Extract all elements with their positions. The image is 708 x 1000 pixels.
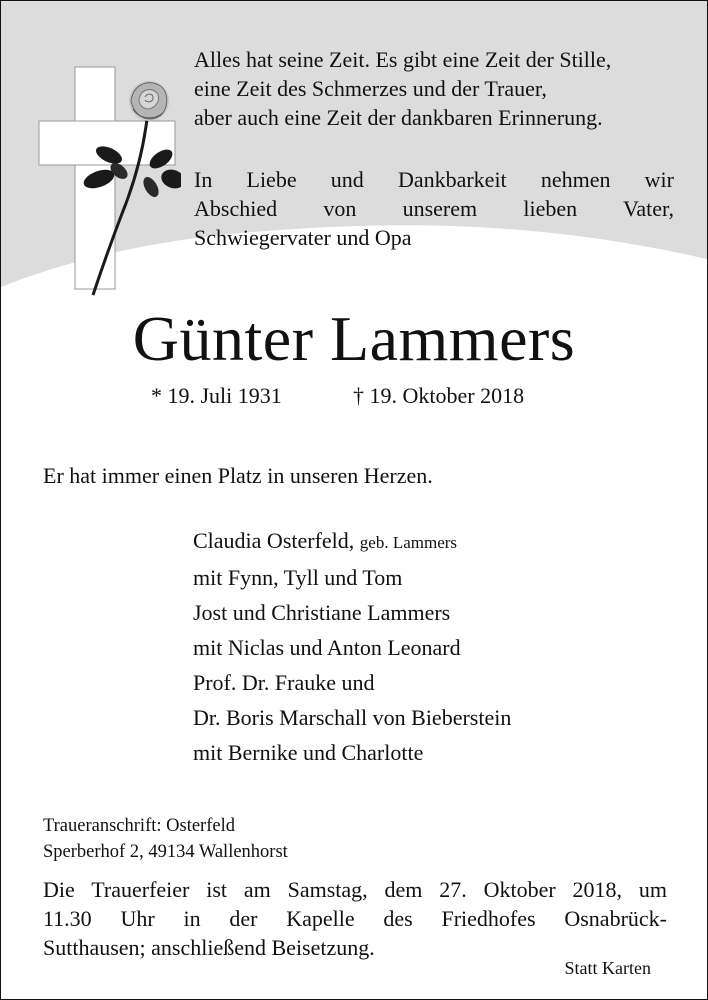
- mourner-line: mit Niclas und Anton Leonard: [193, 635, 461, 660]
- maiden-name-note: geb. Lammers: [359, 533, 458, 552]
- mourners-list: [193, 523, 511, 770]
- mourner-line: [193, 523, 511, 560]
- verse-line: Alles hat seine Zeit. Es gibt eine Zeit der Stille,: [194, 47, 612, 72]
- funeral-line: 11.30 Uhr in der Kapelle des Friedhofes Osnabrück-: [43, 906, 667, 931]
- mourner-name: Claudia Osterfeld,: [193, 528, 355, 553]
- death-date: † 19. Oktober 2018: [353, 383, 525, 408]
- address-line: Traueranschrift: Osterfeld: [43, 816, 235, 836]
- birth-date: * 19. Juli 1931: [151, 383, 282, 408]
- verse-line: eine Zeit des Schmerzes und der Trauer,: [194, 76, 547, 101]
- mourner-line: Jost und Christiane Lammers: [193, 600, 451, 625]
- deceased-name: Günter Lammers: [132, 303, 576, 374]
- farewell-line: Schwiegervater und Opa: [194, 225, 412, 250]
- verse-line: aber auch eine Zeit der dankbaren Erinnerung.: [194, 105, 603, 130]
- mourner-line: Dr. Boris Marschall von Bieberstein: [193, 705, 512, 730]
- farewell-line: In Liebe und Dankbarkeit nehmen wir: [194, 167, 674, 192]
- mourner-line: mit Bernike und Charlotte: [193, 740, 424, 765]
- funeral-info: [43, 875, 667, 962]
- farewell-text: [194, 165, 674, 252]
- mourner-line: mit Fynn, Tyll und Tom: [193, 565, 403, 590]
- mourning-address: [43, 813, 288, 865]
- cross-with-rose-icon: [31, 61, 181, 301]
- verse: [194, 45, 674, 132]
- mourner-line: Prof. Dr. Frauke und: [193, 670, 375, 695]
- funeral-line: Sutthausen; anschließend Beisetzung.: [43, 935, 375, 960]
- closing-note: Statt Karten: [564, 958, 651, 978]
- funeral-line: Die Trauerfeier ist am Samstag, dem 27. Oktober 2018, um: [43, 877, 667, 902]
- farewell-line: Abschied von unserem lieben Vater,: [194, 196, 674, 221]
- address-line: Sperberhof 2, 49134 Wallenhorst: [43, 842, 288, 862]
- motto: Er hat immer einen Platz in unseren Herzen.: [43, 463, 433, 488]
